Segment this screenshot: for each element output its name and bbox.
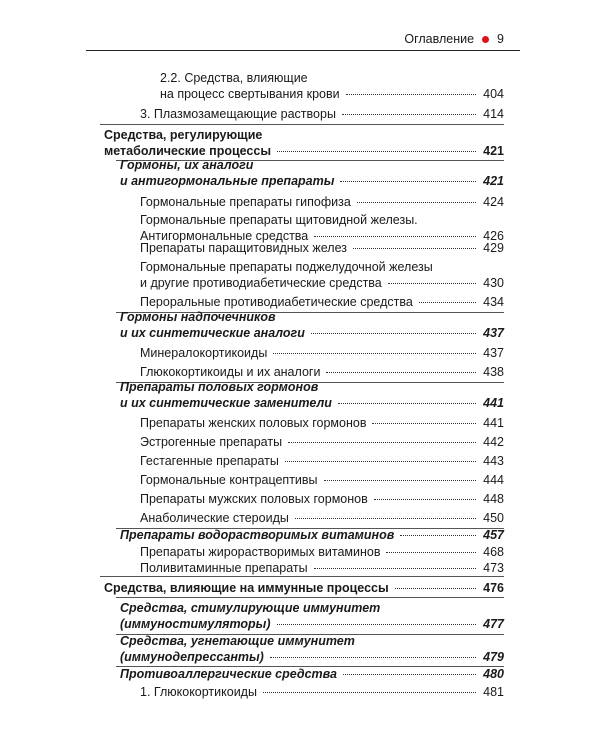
toc-entry-line <box>104 580 504 596</box>
toc-entry-line <box>140 684 504 700</box>
toc-entry-page: 421 <box>483 144 504 158</box>
dot-leader <box>374 499 476 500</box>
toc-entry-line <box>140 491 504 507</box>
toc-entry-title: Противоаллергические средства <box>120 667 337 681</box>
toc-entry-line <box>160 86 504 102</box>
toc-entry-title: Средства, влияющие на иммунные процессы <box>104 581 389 595</box>
toc-entry-page: 441 <box>483 396 504 410</box>
toc-entry-title: 1. Глюкокортикоиды <box>140 685 257 699</box>
dot-leader <box>400 535 476 536</box>
toc-entry-title: Гормональные препараты гипофиза <box>140 195 351 209</box>
toc-entry-page: 430 <box>483 276 504 290</box>
toc-entry-title: 3. Плазмозамещающие растворы <box>140 107 336 121</box>
toc-entry-page: 476 <box>483 581 504 595</box>
toc-entry-line <box>120 527 504 543</box>
dot-leader <box>314 236 476 237</box>
toc-entry-page: 473 <box>483 561 504 575</box>
dot-leader <box>295 518 476 519</box>
toc-entry-title-line2: (иммуностимуляторы) <box>120 617 271 631</box>
toc-entry-page: 480 <box>483 667 504 681</box>
toc-entry-title-line2: (иммунодепрессанты) <box>120 650 264 664</box>
header-section-title: Оглавление <box>404 32 475 46</box>
dot-leader <box>311 333 476 334</box>
dot-leader <box>270 657 476 658</box>
toc-entry-line <box>140 194 504 210</box>
toc-entry-line <box>120 325 504 341</box>
toc-entry-page: 441 <box>483 416 504 430</box>
dot-leader <box>285 461 476 462</box>
dot-leader <box>277 624 476 625</box>
toc-entry-line <box>140 106 504 122</box>
toc-entry-line <box>140 240 504 256</box>
toc-entry-title: Минералокортикоиды <box>140 346 268 360</box>
toc-entry-title-line1: 2.2. Средства, влияющие <box>160 71 308 85</box>
toc-entry-title: Препараты паращитовидных желез <box>140 241 347 255</box>
toc-entry-line <box>140 472 504 488</box>
toc-entry-page: 404 <box>483 87 504 101</box>
toc-entry-title: Анаболические стероиды <box>140 511 289 525</box>
toc-entry-title-line2: и их синтетические аналоги <box>120 326 305 340</box>
toc-entry-title: Поливитаминные препараты <box>140 561 308 575</box>
toc-entry-title-line2: и другие противодиабетические средства <box>140 276 382 290</box>
toc-entry-page: 426 <box>483 229 504 243</box>
toc-entry-line <box>140 364 504 380</box>
dot-leader <box>326 372 476 373</box>
toc-entry-title: Гестагенные препараты <box>140 454 279 468</box>
toc-entry-page: 434 <box>483 295 504 309</box>
toc-entry-title: Препараты жирорастворимых витаминов <box>140 545 381 559</box>
toc-entry-page: 477 <box>483 617 504 631</box>
toc-entry-page: 438 <box>483 365 504 379</box>
toc-entry-title: Глюкокортикоиды и их аналоги <box>140 365 321 379</box>
dot-leader <box>386 552 476 553</box>
toc-entry-title-line2: на процесс свертывания крови <box>160 87 340 101</box>
toc-entry-line <box>140 510 504 526</box>
section-divider <box>100 124 504 125</box>
toc-entry-page: 437 <box>483 326 504 340</box>
toc-entry-title: Препараты водорастворимых витаминов <box>120 528 395 542</box>
toc-entry-line <box>140 345 504 361</box>
toc-entry-page: 443 <box>483 454 504 468</box>
dot-leader <box>342 114 476 115</box>
toc-entry-title-line1: Препараты половых гормонов <box>120 380 319 394</box>
toc-entry-line <box>120 649 504 665</box>
toc-entry-title-line1: Гормоны надпочечников <box>120 310 276 324</box>
toc-entry-line <box>140 434 504 450</box>
toc-entry-title-line2: и их синтетические заменители <box>120 396 332 410</box>
dot-leader <box>372 423 476 424</box>
toc-entry-line <box>120 173 504 189</box>
toc-entry-page: 424 <box>483 195 504 209</box>
toc-entry-title-line1: Средства, угнетающие иммунитет <box>120 634 355 648</box>
toc-entry-page: 437 <box>483 346 504 360</box>
toc-entry-line <box>140 415 504 431</box>
toc-entry-title: Гормональные контрацептивы <box>140 473 318 487</box>
toc-entry-page: 429 <box>483 241 504 255</box>
dot-leader <box>324 480 476 481</box>
dot-leader <box>277 151 476 152</box>
dot-leader <box>388 283 476 284</box>
toc-entry-title: Пероральные противодиабетические средства <box>140 295 413 309</box>
toc-entry-title-line2: Антигормональные средства <box>140 229 309 243</box>
toc-entry-line <box>140 453 504 469</box>
dot-leader <box>338 403 476 404</box>
toc-entry-line <box>120 616 504 632</box>
section-divider <box>100 576 504 577</box>
dot-leader <box>343 674 476 675</box>
toc-entry-line <box>140 560 504 576</box>
dot-leader <box>314 568 476 569</box>
toc-entry-title-line2: и антигормональные препараты <box>120 174 335 188</box>
dot-leader <box>288 442 476 443</box>
toc-entry-line <box>120 395 504 411</box>
toc-entry-page: 442 <box>483 435 504 449</box>
toc-entry-page: 479 <box>483 650 504 664</box>
subsection-divider <box>116 597 504 598</box>
dot-leader <box>353 248 476 249</box>
dot-leader <box>346 94 476 95</box>
toc-entry-line <box>120 666 504 682</box>
toc-entry-title: Препараты женских половых гормонов <box>140 416 367 430</box>
toc-entry-page: 448 <box>483 492 504 506</box>
toc-entry-page: 481 <box>483 685 504 699</box>
dot-leader <box>395 588 476 589</box>
header-page-number: 9 <box>497 32 504 46</box>
toc-entry-title-line2: метаболические процессы <box>104 144 272 158</box>
toc-entry-title: Препараты мужских половых гормонов <box>140 492 368 506</box>
toc-entry-title-line1: Гормоны, их аналоги <box>120 158 254 172</box>
toc-entry-title-line1: Гормональные препараты поджелудочной железы <box>140 260 433 274</box>
toc-entry-line <box>140 544 504 560</box>
toc-entry-page: 444 <box>483 473 504 487</box>
toc-entry-line <box>140 294 504 310</box>
dot-leader <box>263 692 476 693</box>
toc-entry-page: 450 <box>483 511 504 525</box>
toc-entry-title-line1: Гормональные препараты щитовидной железы. <box>140 213 418 227</box>
toc-entry-page: 414 <box>483 107 504 121</box>
dot-leader <box>340 181 476 182</box>
toc-entry-title: Эстрогенные препараты <box>140 435 283 449</box>
toc-entry-page: 421 <box>483 174 504 188</box>
dot-leader <box>357 202 476 203</box>
dot-leader <box>419 302 476 303</box>
toc-entry-title-line1: Средства, регулирующие <box>104 128 263 142</box>
toc-entry-title-line1: Средства, стимулирующие иммунитет <box>120 601 381 615</box>
dot-leader <box>273 353 476 354</box>
toc-entry-page: 468 <box>483 545 504 559</box>
toc-entry-page: 457 <box>483 528 504 542</box>
toc-entry-line <box>140 275 504 291</box>
